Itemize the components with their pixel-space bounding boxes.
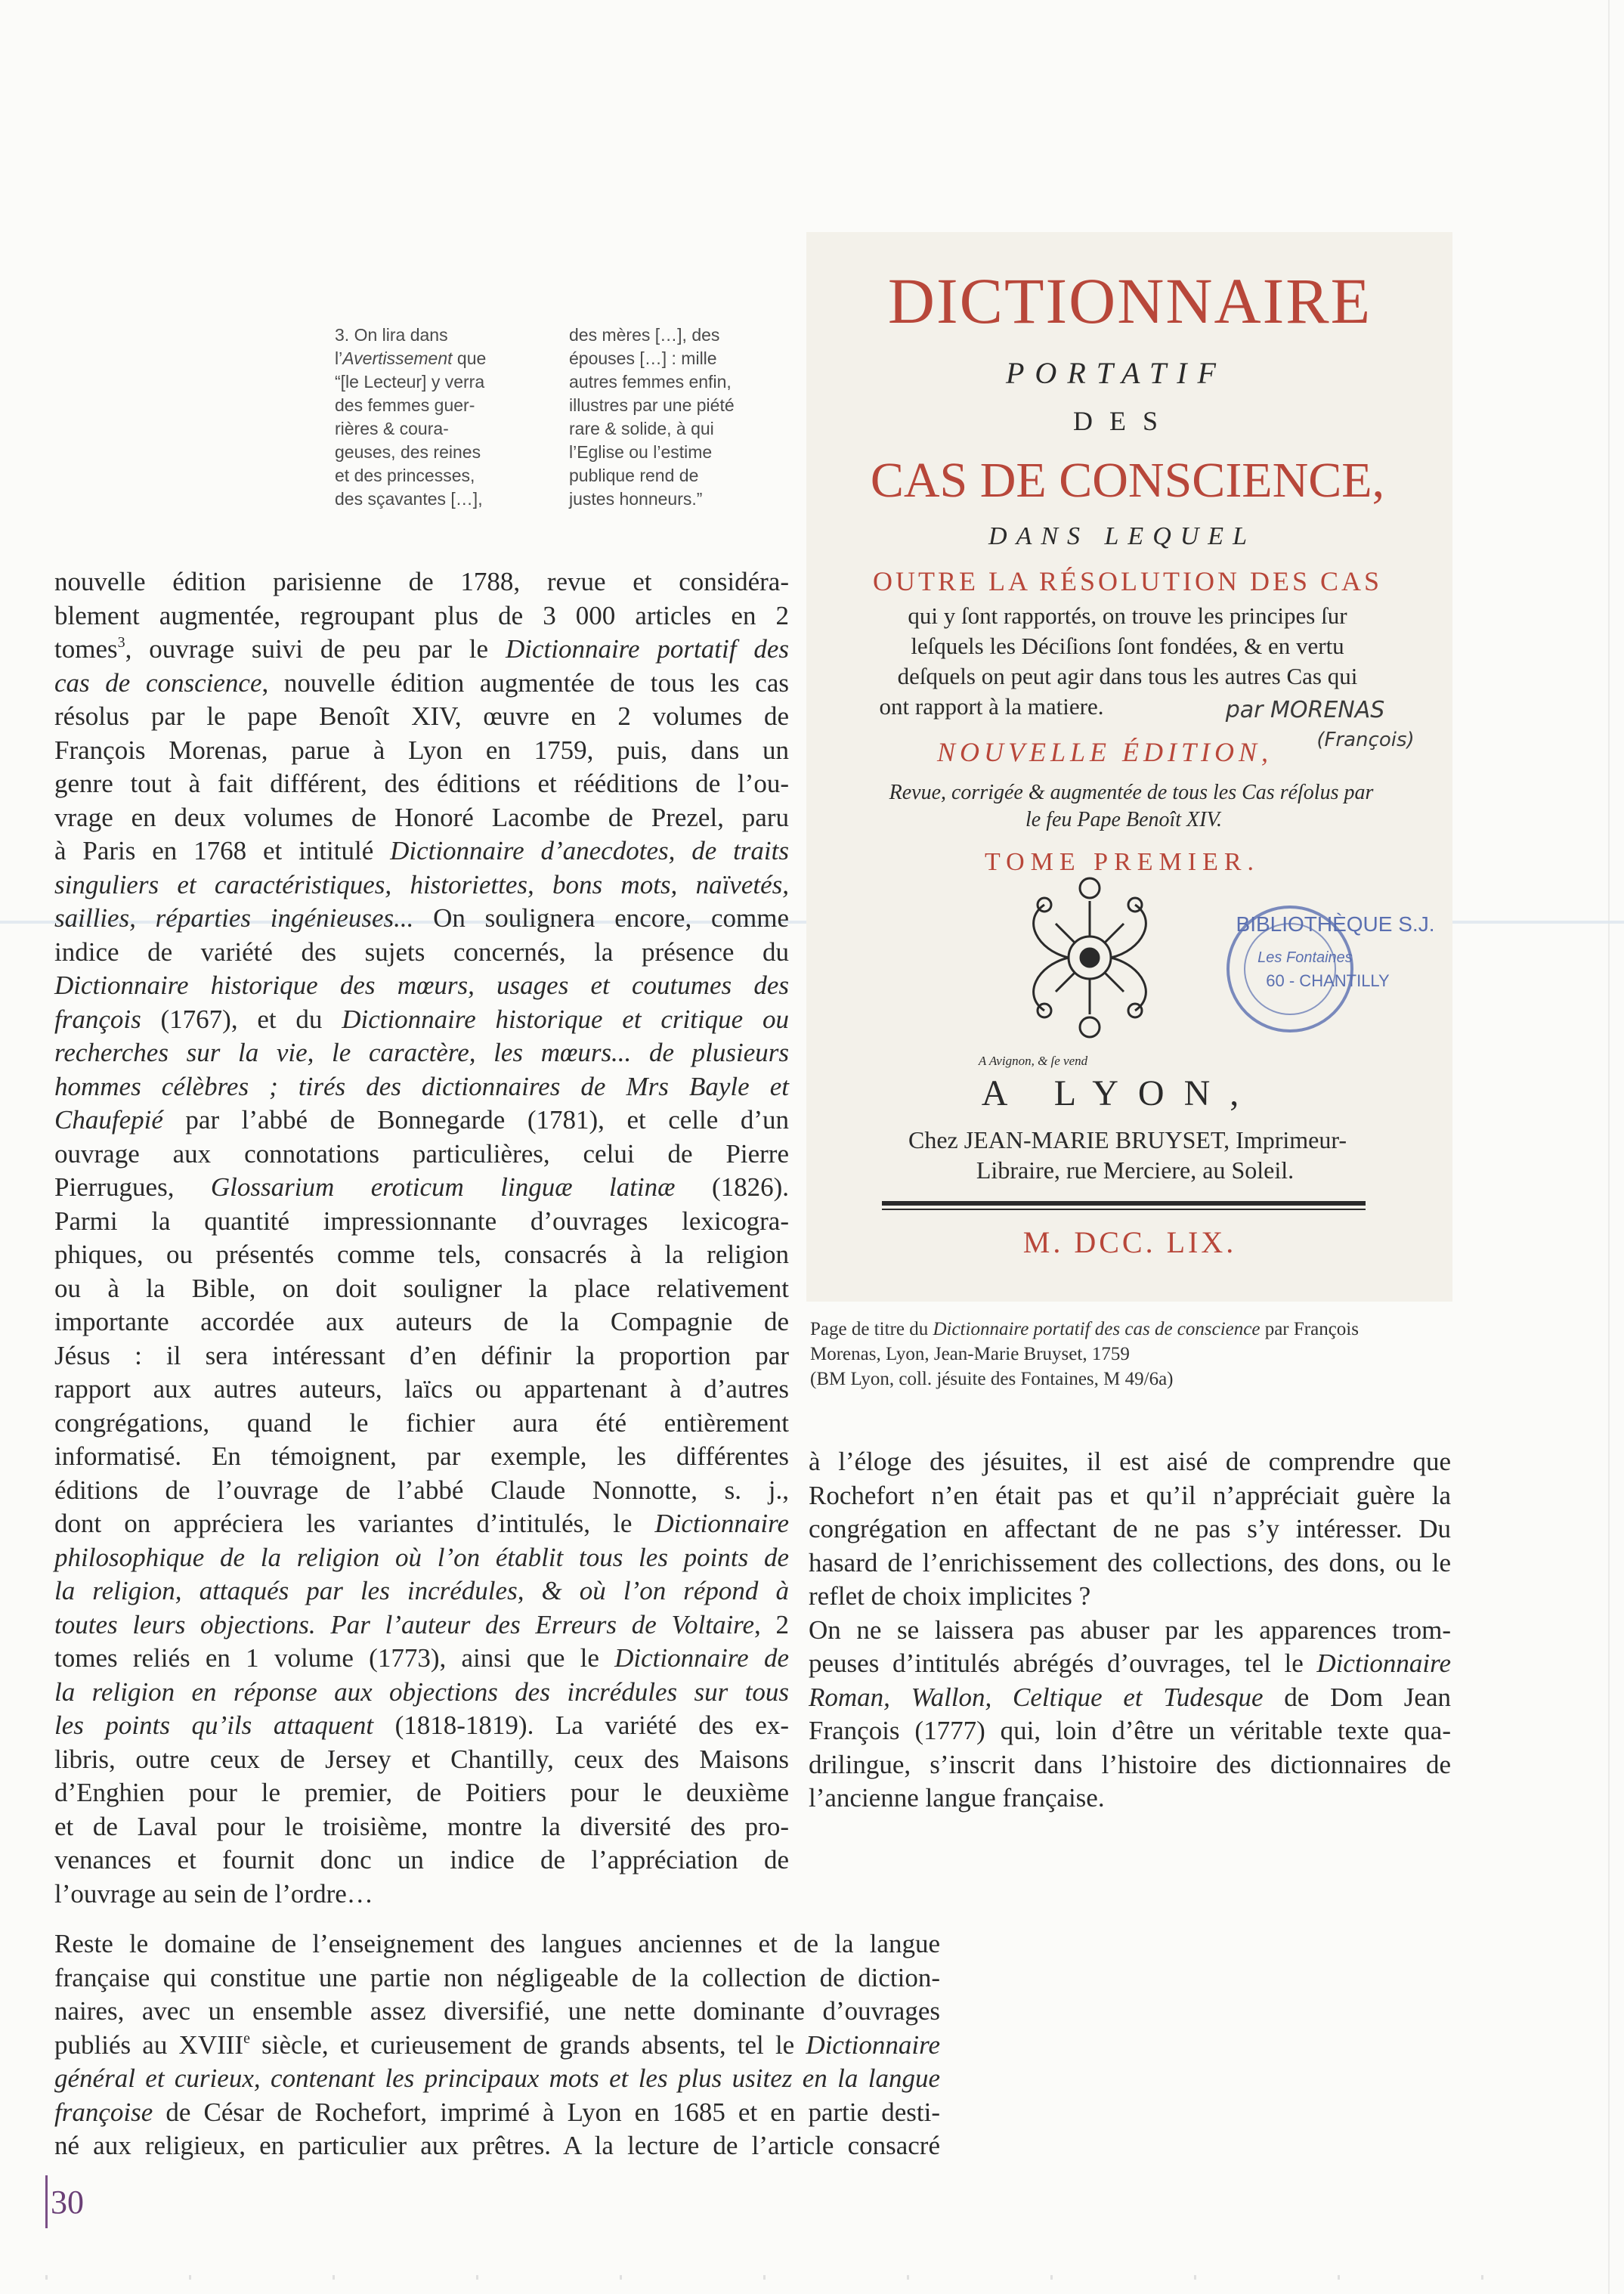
text-line: d’Enghien pour le premier, de Poitiers pour le deuxième — [54, 1778, 789, 1807]
text-line — [54, 1642, 789, 1676]
text-line: Reste le domaine de l’enseignement des langues anciennes et de la langue — [54, 1929, 940, 1958]
text-line: rapport aux autres auteurs, laïcs ou appartenant à d’autres — [54, 1374, 789, 1404]
italic-title: françois — [54, 1004, 141, 1034]
caption-italic: Dictionnaire portatif des cas de conscience — [933, 1319, 1261, 1339]
tp-handwritten-firstname: (François) — [1316, 729, 1415, 751]
text-line — [54, 1676, 789, 1710]
tp-outre: OUTRE LA RÉSOLUTION DES CAS — [872, 566, 1383, 596]
text-line: genre tout à fait différent, des éditions et rééditions de l’ou- — [54, 769, 789, 798]
text-line — [54, 633, 789, 667]
text-run: (1826). — [675, 1172, 789, 1202]
tp-line9: deſquels on peut agir dans tous les autres Cas qui — [897, 663, 1358, 689]
text-line: né aux religieux, en particulier aux prêtres. A la lecture de l’article consacré — [54, 2131, 940, 2160]
text-line: blement augmentée, regroupant plus de 3 000 articles en 2 — [54, 600, 789, 630]
text-line — [54, 1104, 789, 1138]
text-line: indice de variété des sujets concernés, la présence du — [54, 936, 789, 967]
tp-benoit: le feu Pape Benoît XIV. — [1025, 808, 1222, 831]
text-line — [54, 1070, 789, 1104]
text-line: vrage en deux volumes de Honoré Lacombe de Prezel, paru — [54, 802, 789, 832]
title-page-image — [806, 232, 1452, 1302]
text-line — [54, 1608, 789, 1642]
text-line: naires, avec un ensemble assez diversifié, une nette dominante d’ouvrages — [54, 1996, 940, 2026]
italic-title: singuliers et caractéristiques, historiettes, bons mots, naïvetés, — [54, 869, 789, 899]
fn-line: des sçavantes […], — [335, 489, 483, 509]
tp-line8: leſquels les Déciſions ſont fondées, & en vertu — [911, 633, 1344, 659]
italic-title: recherches sur la vie, le caractère, les mœurs... de plusieurs — [54, 1038, 789, 1067]
text-run: , ouvrage suivi de peu par le — [125, 634, 506, 664]
text-run: dont on appréciera les variantes d’intitulés, le — [54, 1509, 655, 1538]
text-line: l’ancienne langue française. — [809, 1783, 1105, 1813]
title-page-svg — [806, 232, 1452, 1302]
italic-title: hommes célèbres ; tirés des dictionnaires de Mrs Bayle et — [54, 1071, 789, 1101]
tp-rule — [882, 1201, 1366, 1206]
tp-cas-de-conscience: CAS DE CONSCIENCE, — [870, 453, 1385, 508]
text-line: nouvelle édition parisienne de 1788, revue et considéra- — [54, 567, 789, 596]
text-line: éditions de l’ouvrage de l’abbé Claude Nonnotte, s. j., — [54, 1475, 789, 1505]
text-line: Parmi la quantité impressionnante d’ouvrages lexicogra- — [54, 1206, 789, 1236]
fn-line: des mères […], des — [569, 325, 720, 345]
footnote-3-right — [569, 324, 759, 511]
text-line: importante accordée aux auteurs de la Compagnie de — [54, 1307, 789, 1336]
fn-line: autres femmes enfin, — [569, 372, 732, 392]
italic-title: cas de conscience — [54, 667, 262, 698]
text-run: tomes reliés en 1 volume (1773), ainsi que le — [54, 1643, 615, 1673]
text-line — [54, 1574, 789, 1608]
italic-title: la religion en réponse aux objections des incrédules sur tous — [54, 1676, 789, 1707]
text-line: et de Laval pour le troisième, montre la diversité des pro- — [54, 1811, 789, 1841]
fn-line: rières & coura- — [335, 419, 449, 438]
stamp-chantilly: 60 - CHANTILLY — [1266, 971, 1390, 990]
italic-title: toutes leurs objections. Par l’auteur des Erreurs de Voltaire — [54, 1609, 755, 1639]
fn-line: l’Eglise ou l’estime — [569, 442, 713, 462]
tp-portatif: PORTATIF — [1006, 356, 1227, 390]
text-line: à l’éloge des jésuites, il est aisé de comprendre que — [809, 1447, 1451, 1476]
text-line — [54, 834, 789, 868]
footnote-ref[interactable]: 3 — [117, 634, 125, 651]
italic-title: saillies, réparties ingénieuses... — [54, 903, 414, 933]
text-line — [54, 1507, 789, 1541]
text-line: informatisé. En témoignent, par exemple, les différentes — [54, 1441, 789, 1471]
italic-title: Dictionnaire — [806, 2029, 940, 2060]
text-run: tomes — [54, 634, 118, 664]
text-line: résolus par le pape Benoît XIV, œuvre en 2 volumes de — [54, 701, 789, 731]
text-line — [54, 667, 789, 701]
italic-title: Dictionnaire historique des mœurs, usages et coutumes des — [54, 971, 789, 1000]
text-run: , 2 — [754, 1609, 789, 1639]
fn-text: l’ — [335, 348, 343, 368]
text-run: par l’abbé de Bonnegarde (1781), et celle d’un — [162, 1105, 789, 1135]
fn-line: “[le Lecteur] y verra — [335, 372, 485, 392]
text-run: peuses d’intitulés abrégés d’ouvrages, tel le — [809, 1649, 1317, 1678]
italic-title: Roman, Wallon, Celtique et Tudesque — [809, 1682, 1264, 1712]
italic-title: Dictionnaire — [1316, 1649, 1451, 1678]
tp-date: M. DCC. LIX. — [1022, 1225, 1237, 1259]
text-line: reflet de choix implicites ? — [809, 1581, 1091, 1611]
italic-title: françoise — [54, 2097, 153, 2127]
tp-line10: ont rapport à la matiere. — [879, 693, 1104, 720]
fn-line: illustres par une piété — [569, 395, 735, 415]
text-run: (1818-1819). La variété des ex- — [373, 1710, 789, 1740]
text-line — [54, 969, 789, 1003]
text-run: On soulignera encore, comme — [413, 903, 789, 933]
tp-nouvelle-edition: NOUVELLE ÉDITION, — [936, 737, 1273, 767]
fn-line: rare & solide, à qui — [569, 419, 714, 438]
italic-title: Dictionnaire de — [614, 1643, 789, 1673]
left-column-text — [54, 565, 789, 1911]
fn-italic: Avertissement — [342, 348, 453, 368]
fn-line: justes honneurs.” — [569, 489, 703, 509]
text-line: On ne se laissera pas abuser par les apparences trom- — [809, 1614, 1451, 1645]
text-line — [54, 1036, 789, 1070]
text-line: congrégation en affectant de ne pas s’y intéresser. Du — [809, 1514, 1451, 1543]
text-line: ouvrage aux connotations particulières, celui de Pierre — [54, 1138, 789, 1169]
italic-title: la religion, attaqués par les incrédules, & où l’on répond à — [54, 1576, 789, 1605]
italic-title: Dictionnaire — [654, 1509, 789, 1538]
tp-tome: TOME PREMIER. — [984, 848, 1261, 876]
page-edge — [1608, 0, 1610, 2294]
stamp-fontaines: Les Fontaines — [1257, 949, 1353, 966]
caption-text: par François — [1260, 1319, 1359, 1339]
fn-line: et des princesses, — [335, 466, 475, 485]
text-line: l’ouvrage au sein de l’ordre… — [54, 1878, 373, 1909]
italic-title: général et curieux, contenant les principaux mots et les plus usitez en la langue — [54, 2063, 940, 2093]
text-line — [809, 1647, 1451, 1681]
text-line — [54, 2029, 940, 2063]
text-line: Jésus : il sera intéressant d’en définir la proportion par — [54, 1340, 789, 1370]
text-line: française qui constitue une partie non négligeable de la collection de diction- — [54, 1962, 940, 1992]
text-run: Pierrugues, — [54, 1172, 211, 1202]
text-run: , nouvelle édition augmentée de tous les cas — [261, 667, 789, 698]
text-line: Rochefort n’en était pas et qu’il n’appréciait guère la — [809, 1480, 1451, 1510]
text-line — [54, 1709, 789, 1743]
fn-line: geuses, des reines — [335, 442, 481, 462]
page-number — [45, 2175, 84, 2228]
tp-libraire: Libraire, rue Merciere, au Soleil. — [976, 1156, 1295, 1184]
text-line: François (1777) qui, loin d’être un véritable texte qua- — [809, 1716, 1451, 1745]
text-line — [54, 1003, 789, 1037]
tp-bruyset: Chez JEAN-MARIE BRUYSET, Imprimeur- — [908, 1126, 1347, 1153]
tp-avignon: A Avignon, & ſe vend — [978, 1054, 1088, 1068]
full-width-text — [54, 1927, 940, 2163]
tp-handwritten-author: par MORENAS — [1225, 697, 1385, 723]
italic-title: Glossarium eroticum linguæ latinæ — [210, 1172, 676, 1202]
tp-rule-thin — [882, 1209, 1366, 1210]
text-line: hasard de l’enrichissement des collections, des dons, ou le — [809, 1547, 1451, 1577]
caption-line — [810, 1317, 1475, 1342]
right-column-text — [809, 1445, 1451, 1816]
ornament-vignette — [1034, 878, 1146, 1037]
fn-line: épouses […] : mille — [569, 348, 717, 368]
text-line: venances et fournit donc un indice de l’appréciation de — [54, 1845, 789, 1875]
tp-dictionnaire: DICTIONNAIRE — [887, 265, 1372, 337]
italic-title: les points qu’ils attaquent — [54, 1710, 374, 1740]
text-run: à Paris en 1768 et intitulé — [54, 836, 391, 865]
text-line — [54, 2096, 940, 2130]
text-line: François Morenas, parue à Lyon en 1759, puis, dans un — [54, 735, 789, 765]
fn-line: des femmes guer- — [335, 395, 475, 415]
text-line: congrégations, quand le fichier aura été entièrement — [54, 1407, 789, 1438]
text-line — [54, 868, 789, 902]
text-run: de César de Rochefort, imprimé à Lyon en 1685 et en partie desti- — [153, 2097, 940, 2127]
text-line — [54, 902, 789, 936]
tp-lyon: A LYON, — [981, 1073, 1259, 1113]
caption-line: Morenas, Lyon, Jean-Marie Bruyset, 1759 — [810, 1344, 1130, 1364]
italic-title: Dictionnaire d’anecdotes, de traits — [390, 836, 789, 865]
text-line — [809, 1681, 1451, 1715]
fn-line — [335, 347, 509, 370]
text-run: siècle, et curieusement de grands absents, tel le — [249, 2029, 806, 2060]
italic-title: Dictionnaire portatif des — [505, 634, 789, 664]
text-line — [54, 2062, 940, 2096]
caption-line: (BM Lyon, coll. jésuite des Fontaines, M 49/6a) — [810, 1369, 1174, 1389]
page-number-text: 30 — [51, 2183, 84, 2221]
tp-des: DES — [1072, 406, 1175, 436]
italic-title: Dictionnaire historique et critique ou — [342, 1004, 789, 1034]
caption-text: Page de titre du — [810, 1319, 933, 1339]
scan-dots — [45, 2275, 1557, 2280]
tp-line7: qui y ſont rapportés, on trouve les principes ſur — [908, 602, 1347, 629]
tp-dans-lequel: DANS LEQUEL — [988, 522, 1256, 550]
italic-title: Chaufepié — [54, 1105, 163, 1135]
tp-revue: Revue, corrigée & augmentée de tous les Cas réſolus par — [889, 781, 1374, 804]
text-run: publiés au XVIII — [54, 2029, 244, 2060]
footnote-3-left — [335, 324, 509, 511]
figure-caption — [810, 1317, 1475, 1392]
text-line: drilingue, s’inscrit dans l’histoire des dictionnaires de — [809, 1749, 1451, 1779]
text-line: ou à la Bible, on doit souligner la place relativement — [54, 1273, 789, 1303]
folio-bar — [45, 2175, 48, 2228]
text-line — [54, 1171, 789, 1205]
fn-line: publique rend de — [569, 466, 699, 485]
fn-line: 3. On lira dans — [335, 325, 448, 345]
text-run: (1767), et du — [141, 1004, 342, 1034]
fn-text: que — [452, 348, 487, 368]
superscript: e — [243, 2029, 250, 2047]
text-line: libris, outre ceux de Jersey et Chantilly, ceux des Maisons — [54, 1744, 789, 1774]
text-run: de Dom Jean — [1263, 1682, 1451, 1712]
library-stamp — [1228, 907, 1434, 1031]
text-line — [54, 1541, 789, 1575]
stamp-bibliotheque: BIBLIOTHÈQUE S.J. — [1236, 912, 1435, 936]
text-line: phiques, ou présentés comme tels, consacrés à la religion — [54, 1240, 789, 1269]
italic-title: philosophique de la religion où l’on établit tous les points de — [54, 1542, 789, 1572]
